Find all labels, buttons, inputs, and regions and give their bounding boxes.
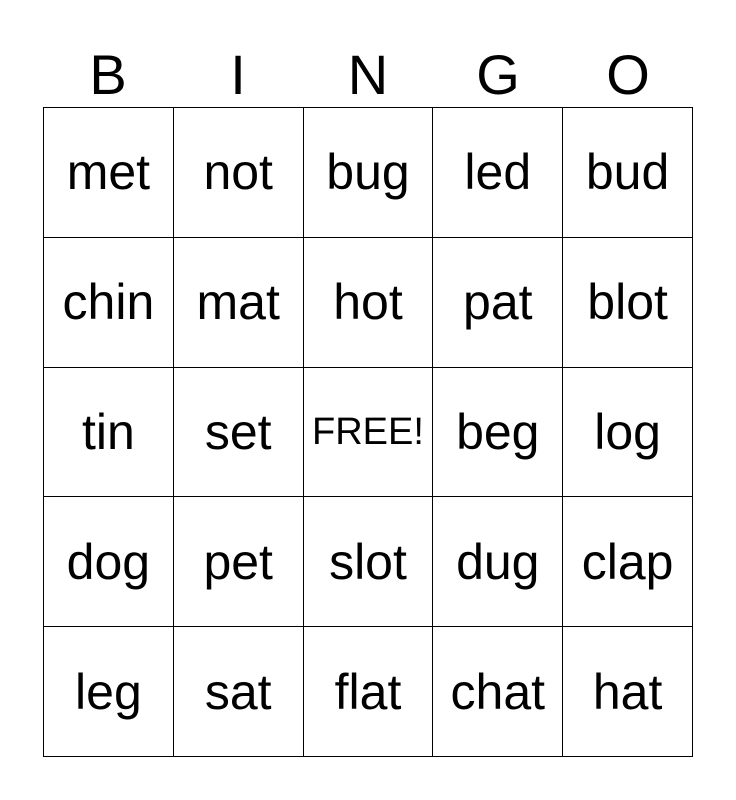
bingo-cell[interactable]: mat xyxy=(174,238,304,368)
bingo-cell[interactable]: pet xyxy=(174,497,304,627)
bingo-cell[interactable]: bug xyxy=(304,108,434,238)
bingo-cell[interactable]: chin xyxy=(44,238,174,368)
free-space-cell[interactable]: FREE! xyxy=(304,368,434,498)
bingo-cell[interactable]: blot xyxy=(563,238,693,368)
header-letter-n: N xyxy=(347,43,389,106)
bingo-header xyxy=(43,44,693,106)
bingo-cell[interactable]: hat xyxy=(563,627,693,757)
bingo-cell[interactable]: hot xyxy=(304,238,434,368)
bingo-cell[interactable]: chat xyxy=(433,627,563,757)
bingo-cell[interactable]: bud xyxy=(563,108,693,238)
bingo-board xyxy=(43,107,693,757)
bingo-cell[interactable]: tin xyxy=(44,368,174,498)
header-letter-o: O xyxy=(606,43,650,106)
bingo-cell[interactable]: sat xyxy=(174,627,304,757)
bingo-cell[interactable]: not xyxy=(174,108,304,238)
bingo-cell[interactable]: log xyxy=(563,368,693,498)
bingo-cell[interactable]: dug xyxy=(433,497,563,627)
header-letter-i: I xyxy=(230,43,246,106)
header-letter-b: B xyxy=(89,43,127,106)
bingo-cell[interactable]: met xyxy=(44,108,174,238)
bingo-cell[interactable]: led xyxy=(433,108,563,238)
bingo-cell[interactable]: dog xyxy=(44,497,174,627)
bingo-cell[interactable]: pat xyxy=(433,238,563,368)
bingo-cell[interactable]: clap xyxy=(563,497,693,627)
bingo-cell[interactable]: beg xyxy=(433,368,563,498)
bingo-cell[interactable]: flat xyxy=(304,627,434,757)
bingo-cell[interactable]: leg xyxy=(44,627,174,757)
header-letter-g: G xyxy=(476,43,520,106)
bingo-cell[interactable]: set xyxy=(174,368,304,498)
bingo-cell[interactable]: slot xyxy=(304,497,434,627)
